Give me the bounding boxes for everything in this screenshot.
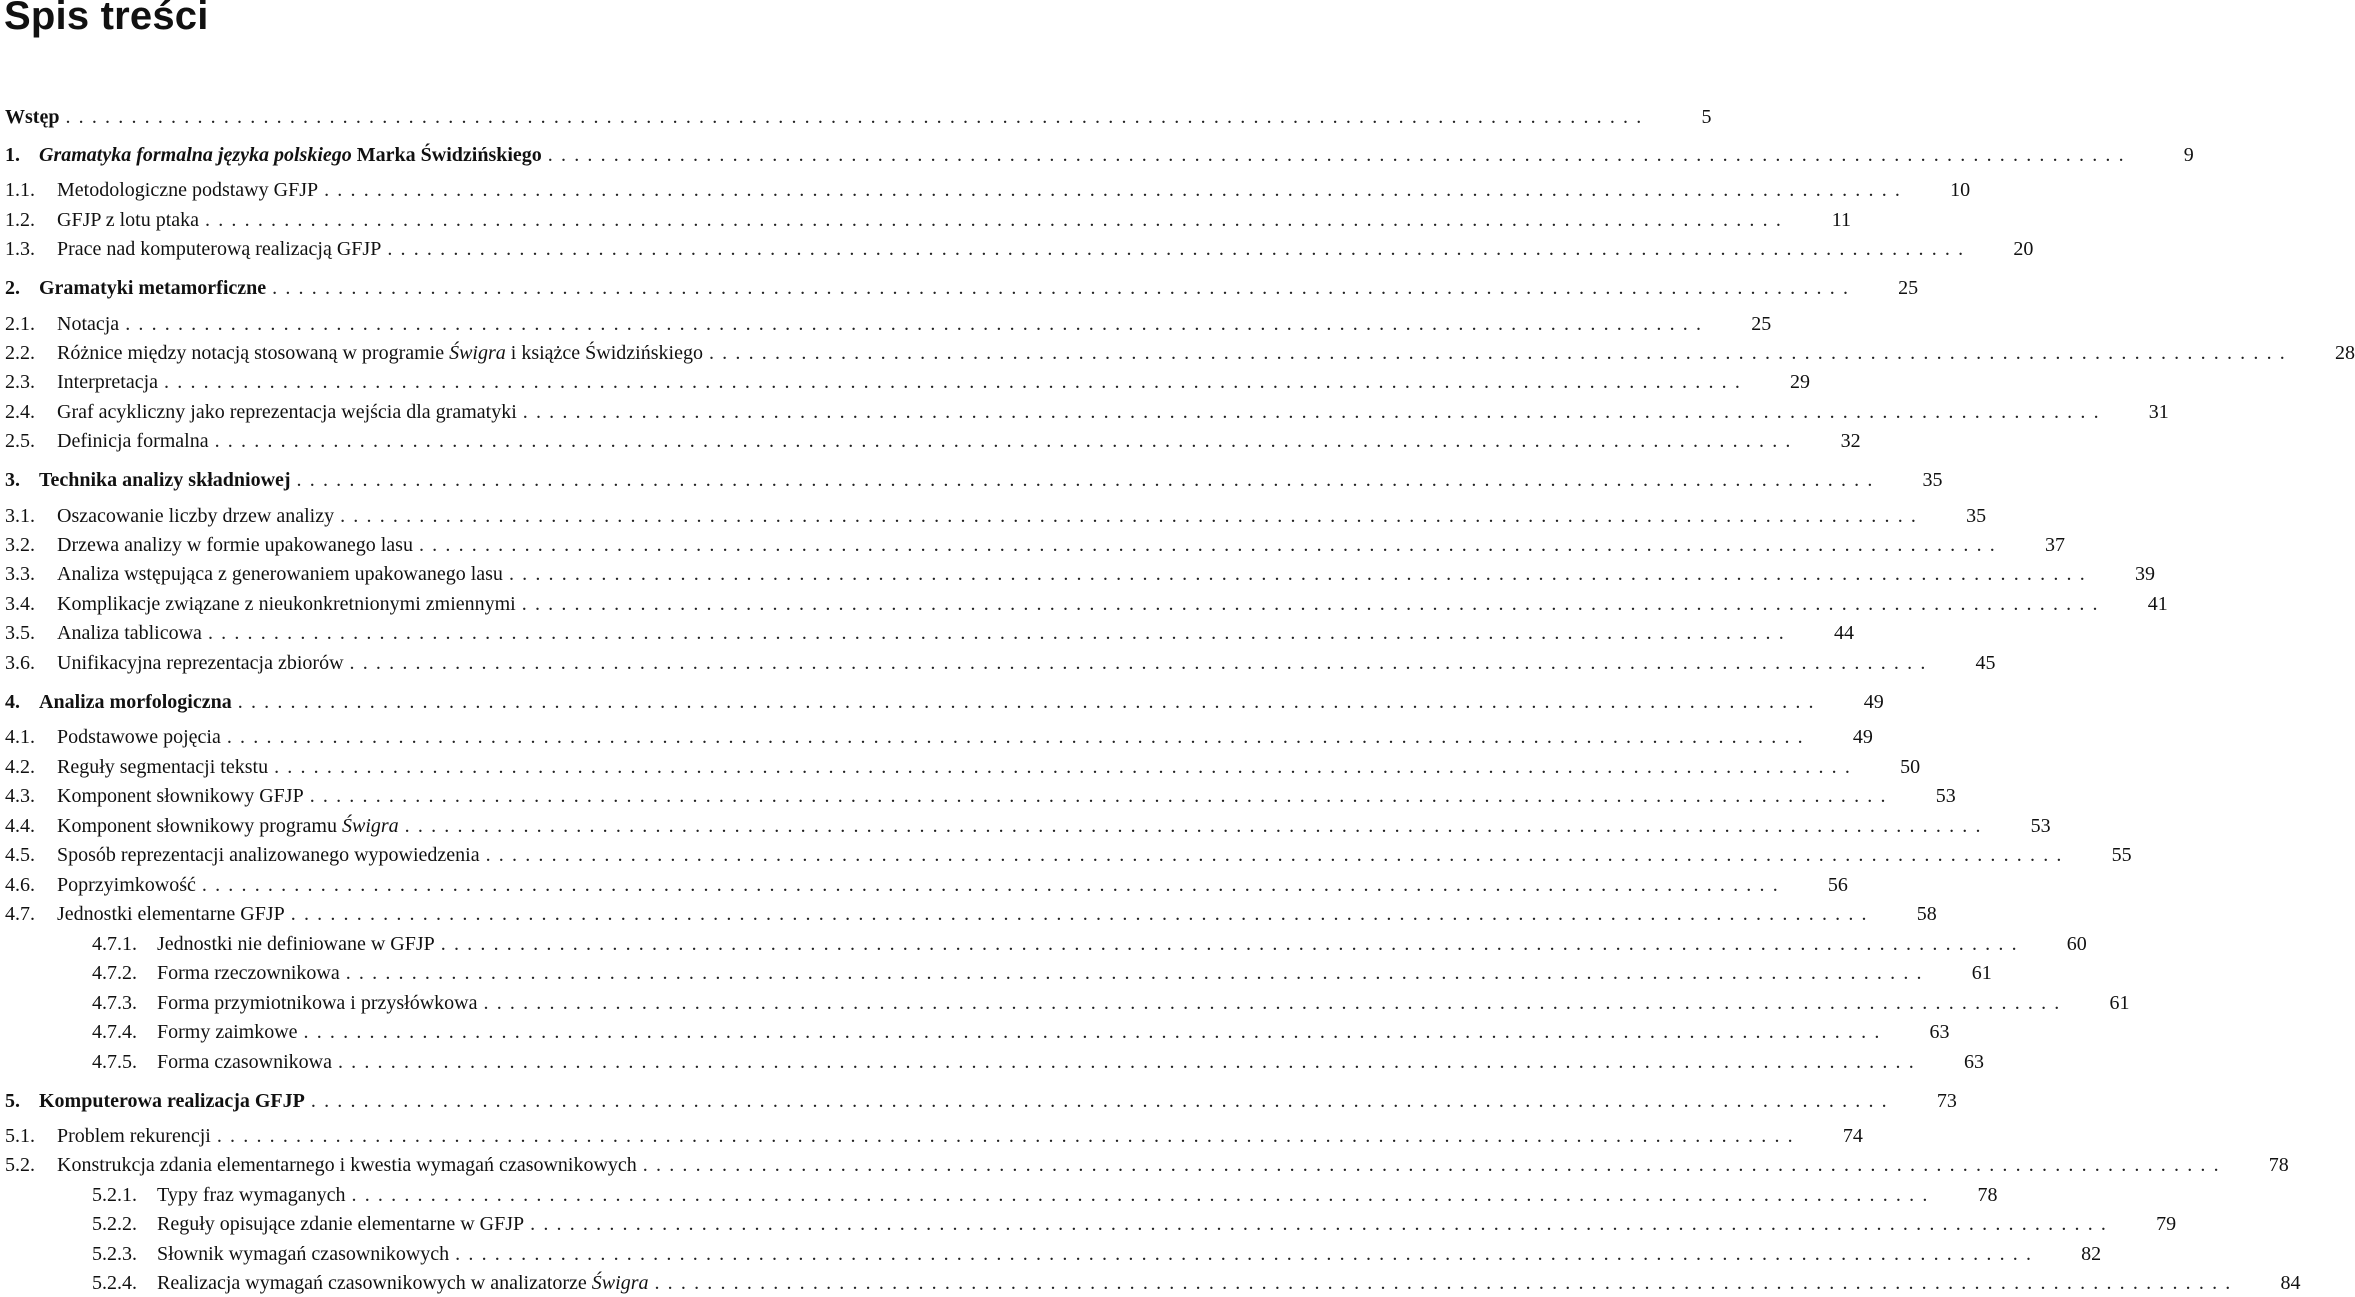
- toc-entry-title-part: Różnice między notacją stosowaną w programie: [57, 341, 450, 364]
- toc-entry[interactable]: [0, 930, 2087, 958]
- toc-entry-page: 25: [1898, 276, 1919, 299]
- toc-entry-number: 2.3.: [5, 370, 35, 393]
- dot-leader: ........................................................................................................................: [340, 504, 1925, 527]
- dot-leader: ........................................................................................................................: [125, 312, 1710, 335]
- toc-entry-title-part: Sposób reprezentacji analizowanego wypowiedzenia: [57, 843, 480, 866]
- page-title: Spis treści: [4, 0, 209, 38]
- toc-entry[interactable]: [0, 841, 2132, 869]
- dot-leader: ........................................................................................................................: [303, 1020, 1888, 1043]
- toc-entry-title: [157, 992, 478, 1015]
- toc-entry-page: 25: [1751, 312, 1772, 335]
- toc-entry-title: [157, 1051, 332, 1074]
- toc-entry-page: 10: [1950, 178, 1971, 201]
- toc-entry-page: 84: [2280, 1271, 2301, 1294]
- toc-entry-page: 49: [1852, 725, 1873, 748]
- toc-entry-title-part: Oszacowanie liczby drzew analizy: [57, 504, 335, 527]
- dot-leader: ........................................................................................................................: [65, 105, 1650, 128]
- dot-leader: ........................................................................................................................: [337, 1050, 1922, 1073]
- toc-entry-number: 1.3.: [5, 237, 35, 260]
- toc-entry-page: 20: [2013, 237, 2034, 260]
- dot-leader: ........................................................................................................................: [483, 991, 2068, 1014]
- toc-entry-page: 78: [2268, 1153, 2289, 1176]
- toc-entry-title-part: Konstrukcja zdania elementarnego i kwestia wymagań czasownikowych: [57, 1153, 637, 1176]
- dot-leader: ........................................................................................................................: [207, 621, 1792, 644]
- dot-leader: ........................................................................................................................: [485, 843, 2070, 866]
- toc-entry-number: 1.1.: [5, 178, 35, 201]
- toc-entry-number: 4.7.: [5, 902, 35, 925]
- toc-entry-title: [5, 106, 59, 129]
- toc-entry-title: [57, 179, 318, 202]
- toc-entry-title: [57, 874, 196, 897]
- toc-entry-page: 35: [1966, 504, 1987, 527]
- toc-entry-number: 4.1.: [5, 725, 35, 748]
- toc-entry[interactable]: [0, 560, 2155, 588]
- toc-entry-number: 5.1.: [5, 1124, 35, 1147]
- dot-leader: ........................................................................................................................: [455, 1242, 2040, 1265]
- toc-entry-title-part: Forma rzeczownikowa: [157, 961, 340, 984]
- toc-entry-title-part: Marka Świdzińskiego: [351, 143, 542, 166]
- toc-entry-number: 3.2.: [5, 533, 35, 556]
- toc-entry-title: [157, 1021, 298, 1044]
- toc-entry-title: [57, 563, 503, 586]
- toc-entry-number: 4.7.1.: [92, 932, 137, 955]
- toc-entry-page: 45: [1975, 651, 1996, 674]
- toc-entry-title: [157, 962, 340, 985]
- toc-entry[interactable]: [0, 871, 1848, 899]
- dot-leader: ........................................................................................................................: [351, 1183, 1936, 1206]
- toc-entry-number: 4.6.: [5, 873, 35, 896]
- toc-entry-number: 4.7.4.: [92, 1020, 137, 1043]
- dot-leader: ........................................................................................................................: [324, 178, 1909, 201]
- toc-entry-page: 63: [1929, 1020, 1950, 1043]
- toc-entry[interactable]: [0, 753, 1921, 781]
- dot-leader: ........................................................................................................................: [296, 468, 1881, 491]
- toc-entry-title-part: Problem rekurencji: [57, 1124, 211, 1147]
- toc-entry-page: 39: [2134, 562, 2155, 585]
- toc-entry-page: 49: [1863, 690, 1884, 713]
- toc-entry-title-part: Komputerowa realizacja GFJP: [39, 1089, 305, 1112]
- toc-entry-title-part: Świgra: [341, 814, 399, 837]
- toc-entry-number: 4.7.2.: [92, 961, 137, 984]
- toc-entry-title: [57, 903, 285, 926]
- toc-entry[interactable]: [0, 398, 2169, 426]
- toc-entry-title-part: Typy fraz wymaganych: [157, 1183, 346, 1206]
- toc-entry-page: 60: [2066, 932, 2087, 955]
- toc-entry-page: 78: [1977, 1183, 1998, 1206]
- toc-entry-number: 2.2.: [5, 341, 35, 364]
- dot-leader: ........................................................................................................................: [309, 784, 1894, 807]
- toc-entry-title: [157, 1243, 449, 1266]
- toc-entry-title: [39, 691, 232, 714]
- toc-entry[interactable]: [0, 1181, 1998, 1209]
- toc-entry-title: [57, 238, 381, 261]
- toc-entry[interactable]: [0, 1048, 1984, 1076]
- toc-entry-page: 37: [2044, 533, 2065, 556]
- toc-entry-title-part: Unifikacyjna reprezentacja zbiorów: [57, 651, 344, 674]
- toc-entry-page: 74: [1842, 1124, 1863, 1147]
- toc-entry-title-part: Podstawowe pojęcia: [57, 725, 221, 748]
- toc-entry-page: 44: [1833, 621, 1854, 644]
- toc-entry-title: [157, 933, 435, 956]
- toc-entry-title: [57, 652, 344, 675]
- toc-entry-title-part: Wstęp: [5, 105, 60, 128]
- toc-entry-title: [57, 534, 413, 557]
- toc-entry[interactable]: [0, 466, 1943, 494]
- toc-entry-number: 3.1.: [5, 504, 35, 527]
- toc-entry-title-part: Technika analizy składniowej: [39, 468, 291, 491]
- toc-entry-title-part: Analiza wstępująca z generowaniem upakowanego lasu: [57, 562, 503, 585]
- toc-entry-title: [39, 469, 291, 492]
- toc-entry-title-part: Drzewa analizy w formie upakowanego lasu: [57, 533, 413, 556]
- toc-entry-title-part: Metodologiczne podstawy GFJP: [57, 178, 319, 201]
- toc-entry-number: 5.2.: [5, 1153, 35, 1176]
- toc-entry-number: 4.3.: [5, 784, 35, 807]
- toc-entry-title: [57, 726, 221, 749]
- toc-entry[interactable]: [0, 141, 2194, 169]
- toc-entry-number: 4.7.5.: [92, 1050, 137, 1073]
- toc-entry-title-part: Formy zaimkowe: [157, 1020, 298, 1043]
- toc-entry-title: [57, 1154, 637, 1177]
- dot-leader: ........................................................................................................................: [547, 143, 2132, 166]
- toc-entry-title: [57, 342, 703, 365]
- toc-entry-title: [39, 144, 542, 167]
- dot-leader: ........................................................................................................................: [708, 341, 2293, 364]
- toc-entry-number: 4.4.: [5, 814, 35, 837]
- toc-entry-title-part: Świgra: [591, 1271, 649, 1294]
- toc-entry-number: 4.5.: [5, 843, 35, 866]
- toc-entry-title-part: Reguły opisujące zdanie elementarne w GFJP: [157, 1212, 525, 1235]
- toc-entry-title-part: Analiza morfologiczna: [39, 690, 232, 713]
- dot-leader: ........................................................................................................................: [349, 651, 1934, 674]
- toc-entry-number: 4.: [5, 690, 20, 713]
- toc-entry[interactable]: [0, 619, 1854, 647]
- dot-leader: ........................................................................................................................: [216, 1124, 1801, 1147]
- toc-entry-page: 61: [2109, 991, 2130, 1014]
- toc-entry[interactable]: [0, 723, 1873, 751]
- toc-entry-page: 58: [1916, 902, 1937, 925]
- toc-entry-title: [157, 1272, 648, 1295]
- toc-entry-title: [57, 622, 202, 645]
- toc-entry-title: [57, 401, 517, 424]
- toc-entry-number: 3.4.: [5, 592, 35, 615]
- dot-leader: ........................................................................................................................: [205, 208, 1790, 231]
- toc-entry-title-part: Reguły segmentacji tekstu: [57, 755, 269, 778]
- toc-entry-page: 61: [1971, 961, 1992, 984]
- toc-entry[interactable]: [0, 531, 2065, 559]
- toc-entry-page: 55: [2111, 843, 2132, 866]
- toc-entry-title-part: i książce Świdzińskiego: [505, 341, 703, 364]
- toc-entry-page: 41: [2147, 592, 2168, 615]
- toc-entry[interactable]: [0, 368, 1811, 396]
- dot-leader: ........................................................................................................................: [290, 902, 1875, 925]
- toc-entry-title: [57, 785, 304, 808]
- toc-entry-number: 1.2.: [5, 208, 35, 231]
- toc-entry-title-part: Słownik wymagań czasownikowych: [157, 1242, 450, 1265]
- dot-leader: ........................................................................................................................: [345, 961, 1930, 984]
- toc-entry[interactable]: [0, 206, 1852, 234]
- toc-entry-number: 3.6.: [5, 651, 35, 674]
- toc-entry[interactable]: [0, 812, 2051, 840]
- toc-entry-title: [157, 1213, 524, 1236]
- toc-entry-page: 31: [2148, 400, 2169, 423]
- dot-leader: ........................................................................................................................: [164, 370, 1749, 393]
- toc-entry[interactable]: [0, 1122, 1863, 1150]
- dot-leader: ........................................................................................................................: [418, 533, 2003, 556]
- toc-entry-title: [57, 430, 209, 453]
- toc-entry[interactable]: [0, 989, 2130, 1017]
- dot-leader: ........................................................................................................................: [237, 690, 1822, 713]
- toc-entry-title-part: Forma przymiotnikowa i przysłówkowa: [157, 991, 478, 1014]
- toc-entry[interactable]: [0, 1087, 1957, 1115]
- dot-leader: ........................................................................................................................: [440, 932, 2025, 955]
- toc-entry[interactable]: [0, 1269, 2301, 1297]
- dot-leader: ........................................................................................................................: [642, 1153, 2227, 1176]
- toc-entry-title-part: GFJP z lotu ptaka: [57, 208, 200, 231]
- dot-leader: ........................................................................................................................: [310, 1089, 1895, 1112]
- toc-entry-title: [57, 209, 199, 232]
- toc-entry-page: 29: [1790, 370, 1811, 393]
- toc-entry-page: 35: [1922, 468, 1943, 491]
- toc-entry[interactable]: [0, 339, 2355, 367]
- toc-entry-title-part: Notacja: [57, 312, 120, 335]
- toc-entry-title: [57, 815, 399, 838]
- toc-entry-title-part: Świgra: [449, 341, 506, 364]
- toc-entry-title: [57, 756, 268, 779]
- toc-entry[interactable]: [0, 103, 1712, 131]
- dot-leader: ........................................................................................................................: [274, 755, 1859, 778]
- toc-entry-number: 2.5.: [5, 429, 35, 452]
- toc-entry-page: 5: [1701, 105, 1712, 128]
- toc-entry-title: [157, 1184, 346, 1207]
- toc-entry-title-part: Komplikacje związane z nieukonkretnionymi zmiennymi: [57, 592, 516, 615]
- toc-entry-title-part: Interpretacja: [57, 370, 159, 393]
- toc-entry-page: 56: [1827, 873, 1848, 896]
- toc-entry[interactable]: [0, 959, 1992, 987]
- toc-entry-number: 4.7.3.: [92, 991, 137, 1014]
- toc-entry-title-part: Gramatyki metamorficzne: [39, 276, 267, 299]
- toc-entry-page: 28: [2334, 341, 2355, 364]
- toc-entry-page: 11: [1831, 208, 1852, 231]
- toc-entry[interactable]: [0, 1018, 1950, 1046]
- toc-entry[interactable]: [0, 900, 1937, 928]
- toc-entry-title-part: Jednostki nie definiowane w GFJP: [157, 932, 435, 955]
- dot-leader: ........................................................................................................................: [226, 725, 1811, 748]
- toc-entry-title-part: Definicja formalna: [57, 429, 209, 452]
- toc-entry[interactable]: [0, 274, 1919, 302]
- dot-leader: ........................................................................................................................: [404, 814, 1989, 837]
- toc-entry[interactable]: [0, 782, 1956, 810]
- dot-leader: ........................................................................................................................: [387, 237, 1972, 260]
- toc-entry-number: 4.2.: [5, 755, 35, 778]
- toc-entry-number: 1.: [5, 143, 20, 166]
- toc-entry-title: [39, 1090, 305, 1113]
- toc-entry[interactable]: [0, 502, 1987, 530]
- toc-entry[interactable]: [0, 176, 1971, 204]
- toc-entry-page: 82: [2081, 1242, 2102, 1265]
- toc-entry-page: 63: [1963, 1050, 1984, 1073]
- toc-entry-title: [57, 844, 480, 867]
- toc-entry-title: [57, 593, 516, 616]
- dot-leader: ........................................................................................................................: [508, 562, 2093, 585]
- toc-entry-title-part: Graf acykliczny jako reprezentacja wejścia dla gramatyki: [57, 400, 517, 423]
- dot-leader: ........................................................................................................................: [521, 592, 2106, 615]
- toc-entry[interactable]: [0, 1240, 2102, 1268]
- toc-entry-title-part: Komponent słownikowy programu: [57, 814, 342, 837]
- toc-entry[interactable]: [0, 688, 1884, 716]
- toc-entry-title-part: Prace nad komputerową realizacją GFJP: [57, 237, 382, 260]
- toc-entry[interactable]: [0, 235, 2034, 263]
- dot-leader: ........................................................................................................................: [522, 400, 2107, 423]
- toc-entry-title-part: Poprzyimkowość: [57, 873, 196, 896]
- toc-entry-title: [39, 277, 266, 300]
- toc-entry-title-part: Analiza tablicowa: [57, 621, 202, 644]
- dot-leader: ........................................................................................................................: [654, 1271, 2239, 1294]
- toc-entry-page: 32: [1840, 429, 1861, 452]
- toc-entry-page: 73: [1936, 1089, 1957, 1112]
- toc-entry-number: 3.5.: [5, 621, 35, 644]
- toc-entry-title-part: Realizacja wymagań czasownikowych w analizatorze: [157, 1271, 592, 1294]
- toc-entry-title-part: Jednostki elementarne GFJP: [57, 902, 285, 925]
- toc-entry-number: 5.: [5, 1089, 20, 1112]
- toc-entry-number: 5.2.4.: [92, 1271, 137, 1294]
- dot-leader: ........................................................................................................................: [214, 429, 1799, 452]
- toc-entry-number: 5.2.1.: [92, 1183, 137, 1206]
- toc-entry-title-part: Gramatyka formalna języka polskiego: [39, 143, 352, 166]
- dot-leader: ........................................................................................................................: [201, 873, 1786, 896]
- toc-entry[interactable]: [0, 1210, 2177, 1238]
- toc-entry[interactable]: [0, 310, 1772, 338]
- toc-entry-page: 53: [2030, 814, 2051, 837]
- toc-entry-number: 5.2.2.: [92, 1212, 137, 1235]
- toc-entry-title: [57, 371, 158, 394]
- toc-entry-title: [57, 1125, 211, 1148]
- toc-entry-number: 5.2.3.: [92, 1242, 137, 1265]
- toc-entry-title-part: Komponent słownikowy GFJP: [57, 784, 304, 807]
- toc-entry-number: 2.: [5, 276, 20, 299]
- toc-entry-number: 2.1.: [5, 312, 35, 335]
- toc-entry-title-part: Forma czasownikowa: [157, 1050, 332, 1073]
- toc-entry-page: 79: [2156, 1212, 2177, 1235]
- toc-entry-number: 2.4.: [5, 400, 35, 423]
- toc-entry-number: 3.3.: [5, 562, 35, 585]
- toc-entry-title: [57, 505, 334, 528]
- toc-entry-number: 3.: [5, 468, 20, 491]
- toc-entry[interactable]: [0, 649, 1996, 677]
- toc-entry[interactable]: [0, 427, 1861, 455]
- toc-entry-page: 50: [1900, 755, 1921, 778]
- toc-entry-page: 9: [2183, 143, 2194, 166]
- dot-leader: ........................................................................................................................: [272, 276, 1857, 299]
- toc-entry[interactable]: [0, 1151, 2289, 1179]
- toc-entry-page: 53: [1935, 784, 1956, 807]
- dot-leader: ........................................................................................................................: [530, 1212, 2115, 1235]
- toc-entry-title: [57, 313, 119, 336]
- toc-entry[interactable]: [0, 590, 2168, 618]
